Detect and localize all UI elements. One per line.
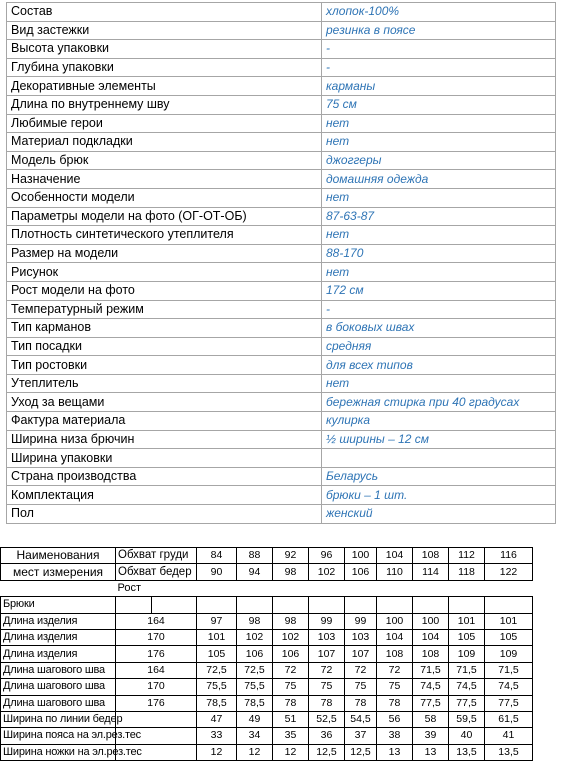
attribute-row	[7, 337, 556, 356]
measurement-value: 100	[377, 613, 413, 629]
attribute-row	[7, 374, 556, 393]
measurement-value: 13	[377, 744, 413, 760]
attribute-label: Комплектация	[7, 486, 322, 505]
measurement-value: 61,5	[485, 711, 533, 727]
measurement-value: 74,5	[485, 679, 533, 695]
size-header-row	[1, 548, 561, 564]
measurement-row	[1, 629, 561, 645]
measurement-value: 78	[309, 695, 345, 711]
measurement-row	[1, 662, 561, 678]
attribute-value: 75 см	[322, 95, 556, 114]
attribute-value: -	[322, 58, 556, 77]
empty-cell	[116, 597, 152, 613]
empty-cell	[197, 580, 237, 596]
attribute-value: Беларусь	[322, 467, 556, 486]
rost-cell: 176	[116, 646, 197, 662]
attribute-value: нет	[322, 226, 556, 245]
attribute-label: Состав	[7, 3, 322, 22]
measurement-value: 13,5	[449, 744, 485, 760]
attribute-row	[7, 40, 556, 59]
attribute-row	[7, 58, 556, 77]
product-row	[1, 597, 561, 613]
measurement-value: 12,5	[309, 744, 345, 760]
attribute-label: Высота упаковки	[7, 40, 322, 59]
attribute-label: Ширина упаковки	[7, 449, 322, 468]
empty-cell	[533, 744, 561, 760]
attribute-value: -	[322, 40, 556, 59]
empty-cell	[237, 597, 273, 613]
attribute-value: 88-170	[322, 244, 556, 263]
measurement-value: 72	[377, 662, 413, 678]
chest-size-cell: 92	[273, 548, 309, 564]
measurement-value: 109	[449, 646, 485, 662]
measurement-value: 98	[273, 613, 309, 629]
attribute-row	[7, 393, 556, 412]
empty-cell	[309, 580, 345, 596]
empty-cell	[533, 679, 561, 695]
attribute-value: бережная стирка при 40 градусах	[322, 393, 556, 412]
measurement-value: 101	[197, 629, 237, 645]
attribute-label: Тип карманов	[7, 319, 322, 338]
measurement-value: 41	[485, 728, 533, 744]
attribute-row	[7, 207, 556, 226]
measurement-value: 107	[309, 646, 345, 662]
measurement-value: 71,5	[449, 662, 485, 678]
empty-cell	[377, 580, 413, 596]
attribute-label: Любимые герои	[7, 114, 322, 133]
attribute-row	[7, 300, 556, 319]
measurement-label: Длина изделия	[1, 629, 116, 645]
attribute-row	[7, 226, 556, 245]
attribute-row	[7, 188, 556, 207]
attribute-row	[7, 486, 556, 505]
attribute-row	[7, 281, 556, 300]
empty-cell	[273, 580, 309, 596]
measurement-label: Ширина ножки на эл.рез.тес	[1, 744, 116, 760]
empty-cell	[449, 580, 485, 596]
measurement-value: 75	[309, 679, 345, 695]
empty-cell	[533, 597, 561, 613]
empty-cell	[533, 711, 561, 727]
measurement-value: 74,5	[413, 679, 449, 695]
attribute-label: Назначение	[7, 170, 322, 189]
measurement-row	[1, 695, 561, 711]
hip-size-cell: 114	[413, 564, 449, 580]
attribute-label: Длина по внутреннему шву	[7, 95, 322, 114]
measurement-value: 13	[413, 744, 449, 760]
measurement-value: 40	[449, 728, 485, 744]
attribute-value: 172 см	[322, 281, 556, 300]
measurement-row	[1, 728, 561, 744]
attribute-value: средняя	[322, 337, 556, 356]
attribute-label: Ширина низа брючин	[7, 430, 322, 449]
hip-size-cell: 118	[449, 564, 485, 580]
measurement-value: 72,5	[197, 662, 237, 678]
measurement-value: 102	[273, 629, 309, 645]
attribute-row	[7, 244, 556, 263]
empty-cell	[533, 728, 561, 744]
empty-cell	[345, 597, 377, 613]
attribute-value: нет	[322, 114, 556, 133]
measurement-value: 78,5	[197, 695, 237, 711]
hip-header: Обхват бедер	[116, 564, 197, 580]
chest-size-cell: 116	[485, 548, 533, 564]
measurement-value: 71,5	[413, 662, 449, 678]
measurement-value: 101	[485, 613, 533, 629]
measurement-value: 47	[197, 711, 237, 727]
attribute-label: Размер на модели	[7, 244, 322, 263]
measurement-value: 38	[377, 728, 413, 744]
measurement-value: 49	[237, 711, 273, 727]
attribute-row	[7, 3, 556, 22]
measurement-value: 12	[237, 744, 273, 760]
empty-cell	[533, 548, 561, 564]
measurement-value: 58	[413, 711, 449, 727]
measurement-value: 71,5	[485, 662, 533, 678]
measurement-value: 12	[273, 744, 309, 760]
attribute-value: кулирка	[322, 412, 556, 431]
measurement-label: Ширина по линии бедер	[1, 711, 116, 727]
empty-cell	[533, 564, 561, 580]
empty-cell	[1, 580, 116, 596]
attribute-row	[7, 319, 556, 338]
attribute-label: Тип ростовки	[7, 356, 322, 375]
empty-cell	[533, 613, 561, 629]
measurement-value: 104	[413, 629, 449, 645]
measurement-value: 78	[377, 695, 413, 711]
measurement-label: Ширина пояса на эл.рез.тес	[1, 728, 116, 744]
measurement-value: 12	[197, 744, 237, 760]
empty-cell	[273, 597, 309, 613]
measurement-value: 100	[413, 613, 449, 629]
measurement-value: 59,5	[449, 711, 485, 727]
measurement-value: 78	[345, 695, 377, 711]
chest-size-cell: 100	[345, 548, 377, 564]
chest-size-cell: 84	[197, 548, 237, 564]
measurement-value: 75	[273, 679, 309, 695]
measurement-value: 102	[237, 629, 273, 645]
measurement-row	[1, 613, 561, 629]
empty-cell	[377, 597, 413, 613]
attribute-label: Пол	[7, 505, 322, 524]
chest-size-cell: 104	[377, 548, 413, 564]
empty-cell	[152, 597, 197, 613]
attribute-row	[7, 151, 556, 170]
empty-cell	[413, 597, 449, 613]
measurement-value: 13,5	[485, 744, 533, 760]
attribute-value: нет	[322, 374, 556, 393]
chest-header: Обхват груди	[116, 548, 197, 564]
hip-size-cell: 90	[197, 564, 237, 580]
attribute-label: Декоративные элементы	[7, 77, 322, 96]
attribute-value: хлопок-100%	[322, 3, 556, 22]
attribute-row	[7, 449, 556, 468]
hip-size-cell: 110	[377, 564, 413, 580]
measurement-value: 33	[197, 728, 237, 744]
empty-cell	[533, 646, 561, 662]
measurement-value: 75	[377, 679, 413, 695]
rost-cell: 170	[116, 629, 197, 645]
chest-size-cell: 88	[237, 548, 273, 564]
empty-cell	[485, 580, 533, 596]
attribute-label: Фактура материала	[7, 412, 322, 431]
attribute-row	[7, 170, 556, 189]
measurement-value: 99	[309, 613, 345, 629]
measurement-value: 51	[273, 711, 309, 727]
attribute-label: Параметры модели на фото (ОГ-ОТ-ОБ)	[7, 207, 322, 226]
measurement-name-header: Наименования	[1, 548, 116, 564]
measurement-value: 103	[309, 629, 345, 645]
attribute-value: резинка в поясе	[322, 21, 556, 40]
attribute-label: Температурный режим	[7, 300, 322, 319]
measurement-value: 39	[413, 728, 449, 744]
empty-cell	[485, 597, 533, 613]
measurement-value: 97	[197, 613, 237, 629]
attribute-label: Материал подкладки	[7, 133, 322, 152]
measurement-row	[1, 646, 561, 662]
rost-label: Рост	[117, 581, 142, 594]
attribute-value: -	[322, 300, 556, 319]
empty-cell	[237, 580, 273, 596]
measurement-value: 78,5	[237, 695, 273, 711]
size-chart-table	[0, 547, 561, 761]
measurement-value: 77,5	[413, 695, 449, 711]
measurement-value: 107	[345, 646, 377, 662]
rost-cell: 170	[116, 679, 197, 695]
attribute-value: женский	[322, 505, 556, 524]
attribute-value: нет	[322, 133, 556, 152]
attribute-label: Утеплитель	[7, 374, 322, 393]
attribute-value: джоггеры	[322, 151, 556, 170]
rost-label-row	[1, 580, 561, 596]
measurement-label: Длина шагового шва	[1, 695, 116, 711]
size-header-row	[1, 564, 561, 580]
measurement-value: 99	[345, 613, 377, 629]
attribute-label: Тип посадки	[7, 337, 322, 356]
attribute-label: Плотность синтетического утеплителя	[7, 226, 322, 245]
attribute-value: для всех типов	[322, 356, 556, 375]
empty-cell	[345, 580, 377, 596]
hip-size-cell: 98	[273, 564, 309, 580]
rost-cell	[116, 711, 197, 727]
measurement-value: 78	[273, 695, 309, 711]
measurement-row	[1, 744, 561, 760]
chest-size-cell: 112	[449, 548, 485, 564]
measurement-value: 108	[377, 646, 413, 662]
attribute-label: Страна производства	[7, 467, 322, 486]
product-attributes-table	[6, 2, 556, 524]
chest-size-cell: 96	[309, 548, 345, 564]
measurement-value: 37	[345, 728, 377, 744]
measurement-value: 75	[345, 679, 377, 695]
empty-cell	[309, 597, 345, 613]
attribute-label: Рисунок	[7, 263, 322, 282]
attribute-value: в боковых швах	[322, 319, 556, 338]
measurement-value: 106	[273, 646, 309, 662]
measurement-label: Длина шагового шва	[1, 662, 116, 678]
rost-cell: 164	[116, 662, 197, 678]
measurement-name-header: мест измерения	[1, 564, 116, 580]
measurement-value: 108	[413, 646, 449, 662]
attribute-value: карманы	[322, 77, 556, 96]
attribute-row	[7, 356, 556, 375]
attribute-row	[7, 133, 556, 152]
measurement-value: 77,5	[449, 695, 485, 711]
attribute-row	[7, 263, 556, 282]
measurement-value: 35	[273, 728, 309, 744]
measurement-value: 77,5	[485, 695, 533, 711]
empty-cell	[449, 597, 485, 613]
attribute-row	[7, 505, 556, 524]
attribute-label: Глубина упаковки	[7, 58, 322, 77]
attribute-value: нет	[322, 188, 556, 207]
empty-cell	[533, 662, 561, 678]
empty-cell	[533, 629, 561, 645]
measurement-value: 109	[485, 646, 533, 662]
attribute-row	[7, 77, 556, 96]
measurement-value: 56	[377, 711, 413, 727]
hip-size-cell: 106	[345, 564, 377, 580]
hip-size-cell: 94	[237, 564, 273, 580]
measurement-value: 34	[237, 728, 273, 744]
attribute-value: ½ ширины – 12 см	[322, 430, 556, 449]
attribute-row	[7, 412, 556, 431]
measurement-label: Длина изделия	[1, 646, 116, 662]
measurement-label: Длина шагового шва	[1, 679, 116, 695]
attribute-value: 87-63-87	[322, 207, 556, 226]
measurement-value: 98	[237, 613, 273, 629]
measurement-value: 101	[449, 613, 485, 629]
attribute-label: Вид застежки	[7, 21, 322, 40]
attribute-label: Рост модели на фото	[7, 281, 322, 300]
measurement-value: 52,5	[309, 711, 345, 727]
attribute-row	[7, 430, 556, 449]
measurement-value: 36	[309, 728, 345, 744]
empty-cell	[533, 580, 561, 596]
chest-size-cell: 108	[413, 548, 449, 564]
attribute-label: Уход за вещами	[7, 393, 322, 412]
measurement-row	[1, 711, 561, 727]
measurement-value: 103	[345, 629, 377, 645]
attribute-row	[7, 95, 556, 114]
measurement-label: Длина изделия	[1, 613, 116, 629]
measurement-value: 74,5	[449, 679, 485, 695]
attribute-value	[322, 449, 556, 468]
measurement-value: 72	[309, 662, 345, 678]
attribute-row	[7, 467, 556, 486]
measurement-value: 105	[485, 629, 533, 645]
measurement-value: 75,5	[197, 679, 237, 695]
attribute-label: Модель брюк	[7, 151, 322, 170]
attribute-label: Особенности модели	[7, 188, 322, 207]
attribute-value: домашняя одежда	[322, 170, 556, 189]
product-label: Брюки	[1, 597, 116, 613]
rost-cell: 176	[116, 695, 197, 711]
hip-size-cell: 122	[485, 564, 533, 580]
hip-size-cell: 102	[309, 564, 345, 580]
measurement-value: 106	[237, 646, 273, 662]
measurement-value: 12,5	[345, 744, 377, 760]
measurement-value: 104	[377, 629, 413, 645]
measurement-value: 72	[273, 662, 309, 678]
measurement-row	[1, 679, 561, 695]
rost-cell: 164	[116, 613, 197, 629]
attribute-row	[7, 114, 556, 133]
measurement-value: 75,5	[237, 679, 273, 695]
measurement-value: 105	[197, 646, 237, 662]
measurement-value: 72	[345, 662, 377, 678]
attribute-value: нет	[322, 263, 556, 282]
attribute-row	[7, 21, 556, 40]
empty-cell	[197, 597, 237, 613]
measurement-value: 72,5	[237, 662, 273, 678]
attribute-value: брюки – 1 шт.	[322, 486, 556, 505]
measurement-value: 105	[449, 629, 485, 645]
measurement-value: 54,5	[345, 711, 377, 727]
empty-cell	[533, 695, 561, 711]
empty-cell	[413, 580, 449, 596]
